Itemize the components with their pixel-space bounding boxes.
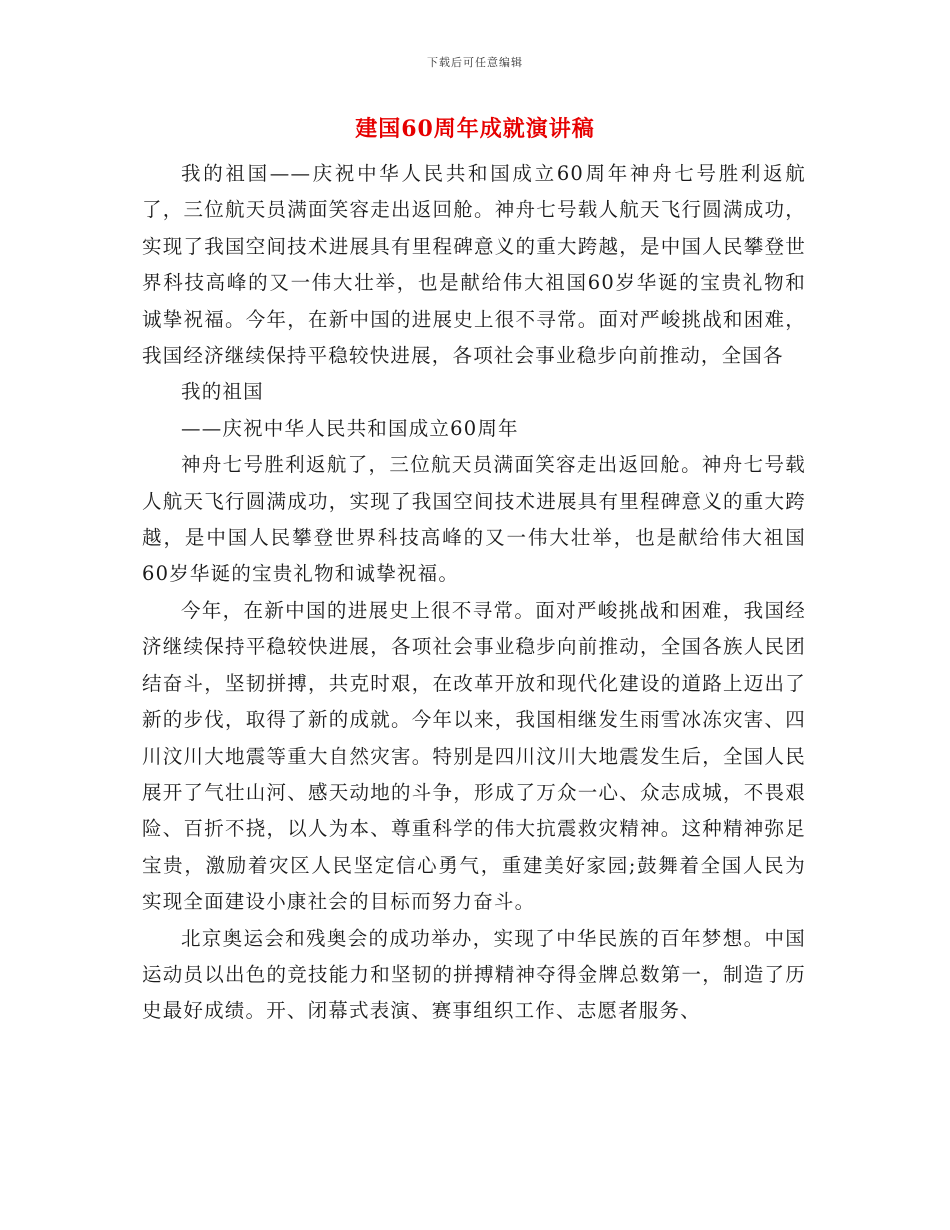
paragraph-3: ——庆祝中华人民共和国成立60周年 bbox=[181, 416, 519, 440]
header-note: 下载后可任意编辑 bbox=[427, 56, 523, 69]
paragraph-2: 我的祖国 bbox=[181, 380, 264, 404]
document-body bbox=[142, 156, 806, 1030]
paragraph-6: 北京奥运会和残奥会的成功举办，实现了中华民族的百年梦想。中国运动员以出色的竞技能力和坚韧的拼搏精神夺得金牌总数第一，制造了历史最好成绩。开、闭幕式表演、赛事组织工作、志愿者服务、 bbox=[142, 926, 806, 1023]
document-title: 建国60周年成就演讲稿 bbox=[355, 116, 595, 142]
paragraph-5: 今年，在新中国的进展史上很不寻常。面对严峻挑战和困难，我国经济继续保持平稳较快进展，各项社会事业稳步向前推动，全国各族人民团结奋斗，坚韧拼搏，共克时艰，在改革开放和现代化建设的道路上迈出了新的步伐，取得了新的成就。今年以来，我国相继发生雨雪冰冻灾害、四川汶川大地震等重大自然灾害。特别是四川汶川大地震发生后，全国人民展开了气壮山河、感天动地的斗争，形成了万众一心、众志成城，不畏艰险、百折不挠，以人为本、尊重科学的伟大抗震救灾精神。这种精神弥足宝贵，激励着灾区人民坚定信心勇气，重建美好家园;鼓舞着全国人民为实现全面建设小康社会的目标而努力奋斗。 bbox=[142, 598, 806, 914]
paragraph-4: 神舟七号胜利返航了，三位航天员满面笑容走出返回舱。神舟七号载人航天飞行圆满成功，实现了我国空间技术进展具有里程碑意义的重大跨越，是中国人民攀登世界科技高峰的又一伟大壮举，也是献给伟大祖国60岁华诞的宝贵礼物和诚挚祝福。 bbox=[142, 453, 806, 586]
paragraph-1: 我的祖国——庆祝中华人民共和国成立60周年神舟七号胜利返航了，三位航天员满面笑容走出返回舱。神舟七号载人航天飞行圆满成功，实现了我国空间技术进展具有里程碑意义的重大跨越，是中国人民攀登世界科技高峰的又一伟大壮举，也是献给伟大祖国60岁华诞的宝贵礼物和诚挚祝福。今年，在新中国的进展史上很不寻常。面对严峻挑战和困难，我国经济继续保持平稳较快进展，各项社会事业稳步向前推动，全国各 bbox=[142, 162, 806, 368]
